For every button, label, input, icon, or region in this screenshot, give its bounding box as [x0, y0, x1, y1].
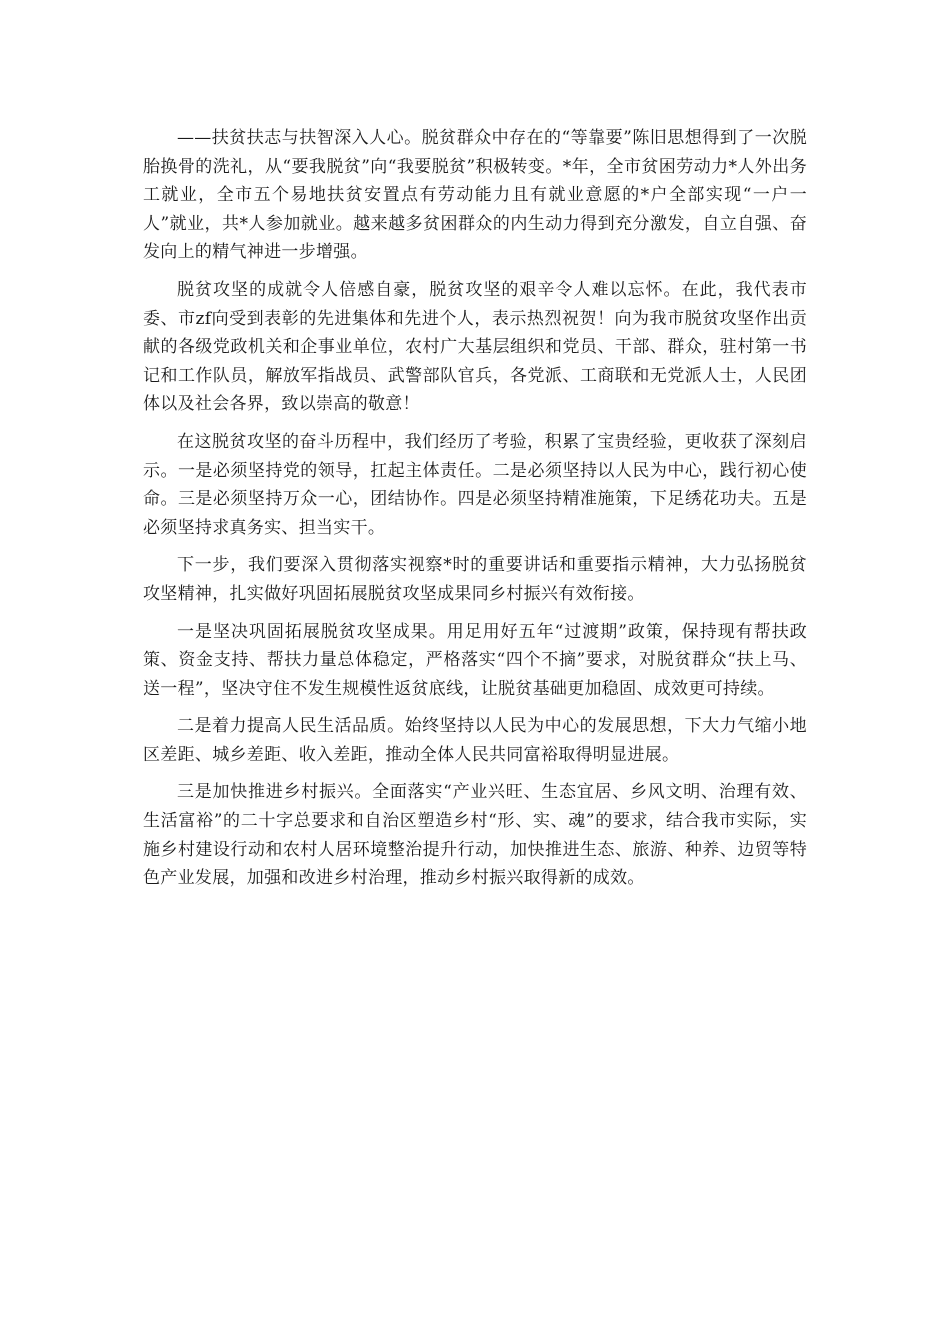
paragraph: 三是加快推进乡村振兴。全面落实“产业兴旺、生态宜居、乡风文明、治理有效、生活富裕”的二十字总要求和自治区塑造乡村“形、实、魂”的要求，结合我市实际，实施乡村建设行动和农村人居环境整治提升行动，加快推进生态、旅游、种养、边贸等特色产业发展，加强和改进乡村治理，推动乡村振兴取得新的成效。 [143, 782, 807, 889]
paragraph: 下一步，我们要深入贯彻落实视察*时的重要讲话和重要指示精神，大力弘扬脱贫攻坚精神，扎实做好巩固拓展脱贫攻坚成果同乡村振兴有效衔接。 [143, 555, 807, 604]
paragraph: 二是着力提高人民生活品质。始终坚持以人民为中心的发展思想，下大力气缩小地区差距、城乡差距、收入差距，推动全体人民共同富裕取得明显进展。 [143, 716, 807, 765]
paragraph: 一是坚决巩固拓展脱贫攻坚成果。用足用好五年“过渡期”政策，保持现有帮扶政策、资金支持、帮扶力量总体稳定，严格落实“四个不摘”要求，对脱贫群众“扶上马、送一程”，坚决守住不发生规模性返贫底线，让脱贫基础更加稳固、成效更可持续。 [143, 621, 807, 699]
paragraph: ——扶贫扶志与扶智深入人心。脱贫群众中存在的“等靠要”陈旧思想得到了一次脱胎换骨的洗礼，从“要我脱贫”向“我要脱贫”积极转变。*年，全市贫困劳动力*人外出务工就业，全市五个易地扶贫安置点有劳动能力且有就业意愿的*户全部实现“一户一人”就业，共*人参加就业。越来越多贫困群众的内生动力得到充分激发，自立自强、奋发向上的精气神进一步增强。 [143, 128, 807, 263]
document-body [143, 124, 807, 902]
paragraph: 脱贫攻坚的成就令人倍感自豪，脱贫攻坚的艰辛令人难以忘怀。在此，我代表市委、市zf向受到表彰的先进集体和先进个人，表示热烈祝贺！向为我市脱贫攻坚作出贡献的各级党政机关和企事业单位，农村广大基层组织和党员、干部、群众，驻村第一书记和工作队员，解放军指战员、武警部队官兵，各党派、工商联和无党派人士，人民团体以及社会各界，致以崇高的敬意！ [143, 279, 807, 415]
paragraph: 在这脱贫攻坚的奋斗历程中，我们经历了考验，积累了宝贵经验，更收获了深刻启示。一是必须坚持党的领导，扛起主体责任。二是必须坚持以人民为中心，践行初心使命。三是必须坚持万众一心，团结协作。四是必须坚持精准施策，下足绣花功夫。五是必须坚持求真务实、担当实干。 [143, 431, 807, 538]
